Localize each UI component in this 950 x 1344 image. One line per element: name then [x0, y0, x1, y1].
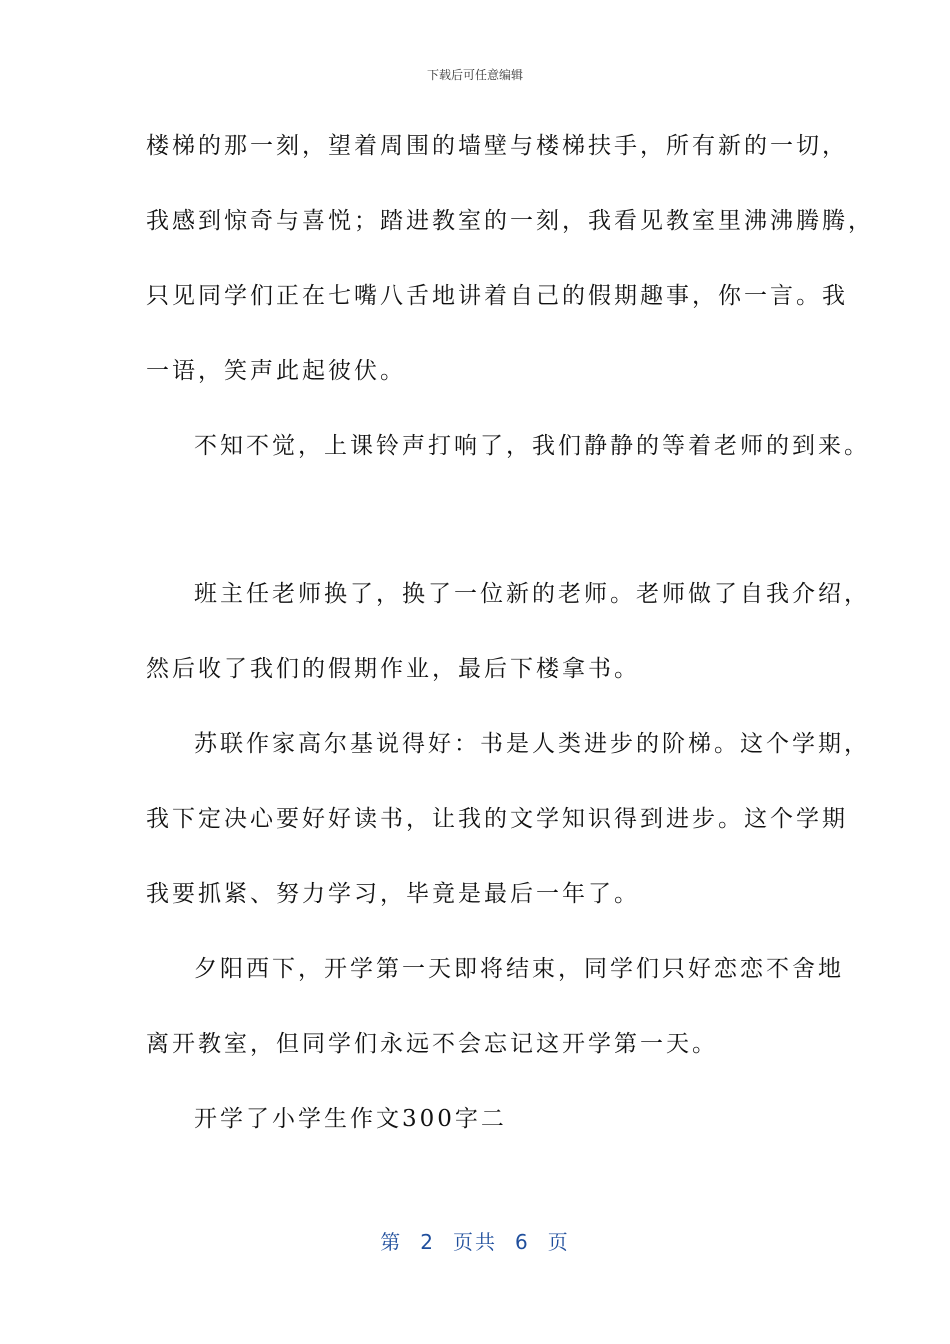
paragraph-line: 班主任老师换了，换了一位新的老师。老师做了自我介绍，: [194, 581, 870, 607]
paragraph-line: 离开教室，但同学们永远不会忘记这开学第一天。: [146, 1031, 718, 1057]
page-header: 下载后可任意编辑: [426, 68, 523, 82]
page-footer: [0, 1226, 950, 1255]
page-mid: 页共: [453, 1230, 497, 1254]
page-prefix: 第: [380, 1230, 403, 1254]
paragraph-line: 夕阳西下，开学第一天即将结束，同学们只好恋恋不舍地: [194, 956, 844, 982]
paragraph-line: 我感到惊奇与喜悦；踏进教室的一刻，我看见教室里沸沸腾腾，: [146, 208, 874, 234]
paragraph-line: 我要抓紧、努力学习，毕竟是最后一年了。: [146, 881, 640, 907]
paragraph-line: 苏联作家高尔基说得好：书是人类进步的阶梯。这个学期，: [194, 731, 870, 757]
page-total: 6: [515, 1230, 530, 1254]
paragraph-line: 然后收了我们的假期作业，最后下楼拿书。: [146, 656, 640, 682]
page-number: 2: [420, 1230, 435, 1254]
paragraph-line: 不知不觉，上课铃声打响了，我们静静的等着老师的到来。: [194, 433, 870, 459]
paragraph-line: 楼梯的那一刻，望着周围的墙壁与楼梯扶手，所有新的一切，: [146, 133, 848, 159]
paragraph-line: 只见同学们正在七嘴八舌地讲着自己的假期趣事，你一言。我: [146, 283, 848, 309]
section-title: 开学了小学生作文300字二: [194, 1106, 507, 1132]
paragraph-line: 一语，笑声此起彼伏。: [146, 358, 406, 384]
paragraph-line: 我下定决心要好好读书，让我的文学知识得到进步。这个学期: [146, 806, 848, 832]
page-suffix: 页: [547, 1230, 570, 1254]
